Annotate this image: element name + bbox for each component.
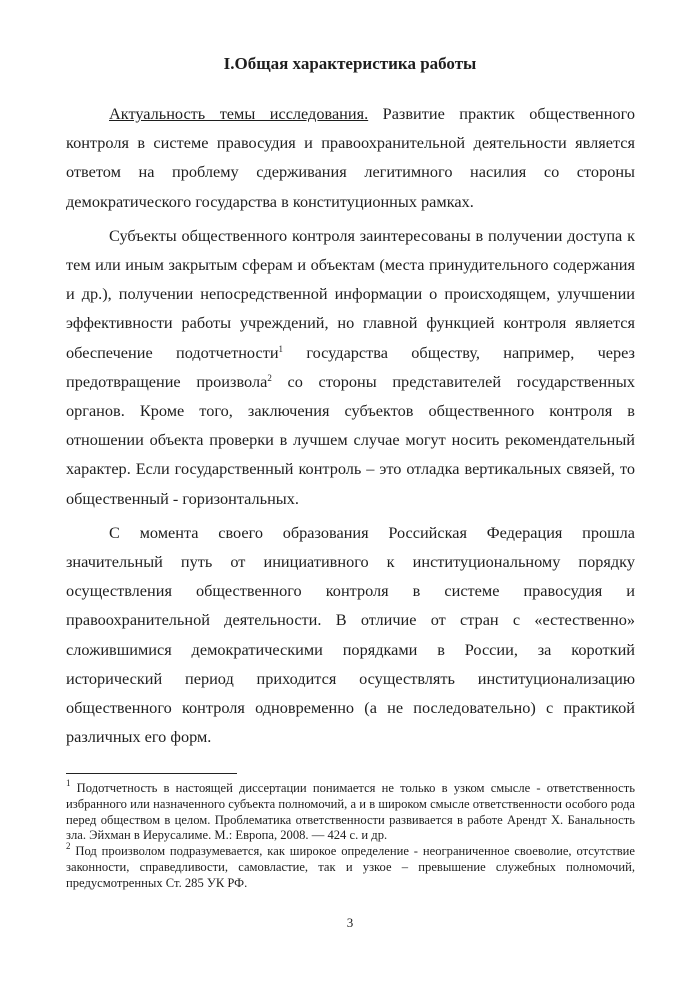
footnote-text-2: Под произволом подразумевается, как широкое определение - неограниченное своеволие, отсутствие законности, справедливости, самовластие, так и узкое – превышение служебных полномочий, предусмотренных Ст. 285 УК РФ. [66, 844, 635, 890]
main-text [66, 99, 635, 756]
relevance-lead: Актуальность темы исследования. [109, 104, 369, 123]
paragraph-history: С момента своего образования Российская Федерация прошла значительный путь от инициативного к институциональному порядку осуществления общественного контроля в системе правосудия и правоохранительной деятельности. В отличие от стран с «естественно» сложившимися демократическими порядками в России, за короткий исторический период приходится осуществлять институционализацию общественного контроля одновременно (а не последовательно) с практикой различных его форм. [66, 522, 635, 747]
relevance-text: Развитие практик общественного контроля в системе правосудия и правоохранительной деятельности является ответом на проблему сдерживания легитимного насилия со стороны демократического государства в конституционных рамках. [66, 104, 635, 211]
footnote-mark-1: 1 [66, 778, 71, 788]
footnotes [66, 778, 635, 892]
footnote-1 [66, 778, 635, 844]
footnote-ref-1[interactable]: 1 [278, 343, 284, 354]
footnote-2 [66, 841, 635, 891]
footnote-separator [66, 773, 237, 774]
footnote-text-1: Подотчетность в настоящей диссертации понимается не только в узком смысле - ответственность избранного или назначенного субъекта полномочий, а и в широком смысле ответственности особого рода перед обществом в целом. Проблематика ответственности развивается в работе Арендт Х. Банальность зла. Эйхман в Иерусалиме. М.: Европа, 2008. — 424 с. и др. [66, 781, 635, 843]
paragraph-relevance [66, 99, 635, 216]
footnote-ref-2[interactable]: 2 [267, 372, 272, 383]
section-heading: I.Общая характеристика работы [223, 54, 477, 73]
footnote-mark-2: 2 [66, 841, 71, 852]
paragraph-subjects [66, 221, 635, 513]
subjects-text-part3: со стороны представителей государственных органов. Кроме того, заключения субъектов общественного контроля в отношении объекта проверки в лучшем случае могут носить рекомендательный характер. Если государственный контроль – это отладка вертикальных связей, то общественный - горизонтальных. [66, 371, 635, 508]
page-number: 3 [346, 915, 354, 930]
subjects-text-part1: Субъекты общественного контроля заинтересованы в получении доступа к тем или иным закрытым сферам и объектам (места принудительного содержания и др.), получении непосредственной информации о происходящем, улучшении эффективности работы учреждений, но главной функцией контроля является обеспечение подотчетности [66, 225, 635, 362]
subjects-text-part2: государства обществу, например, через предотвращение произвола [66, 342, 635, 391]
